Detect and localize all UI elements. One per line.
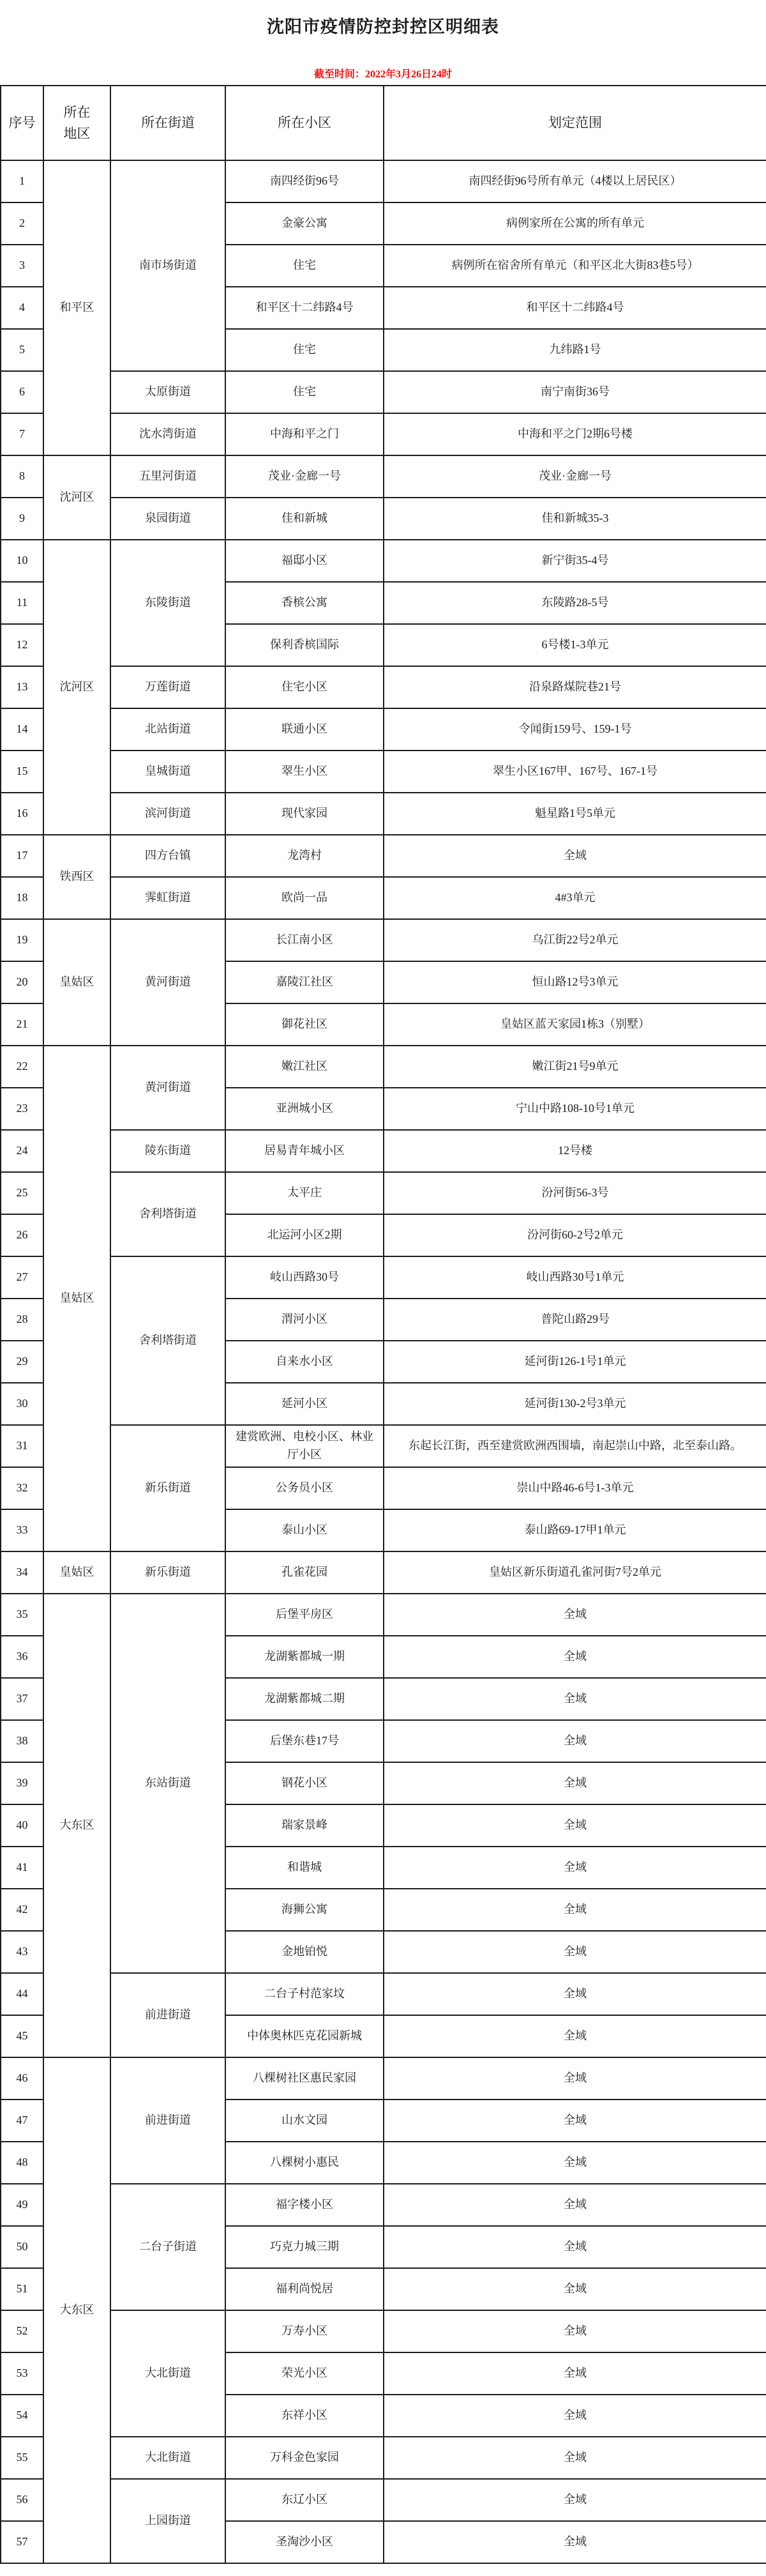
community-cell: 欧尚一品 <box>225 877 384 919</box>
community-cell: 嫩江社区 <box>225 1046 384 1088</box>
range-cell: 全域 <box>384 1762 766 1804</box>
community-cell: 后堡平房区 <box>225 1594 384 1636</box>
community-cell: 荣光小区 <box>225 2352 384 2395</box>
street-cell: 黄河街道 <box>110 919 225 1046</box>
district-cell: 皇姑区 <box>43 1551 110 1594</box>
range-cell: 全域 <box>384 2184 766 2226</box>
community-cell: 联通小区 <box>225 708 384 751</box>
seq-cell: 8 <box>1 455 43 498</box>
range-cell: 南宁南街36号 <box>384 371 766 413</box>
table-row <box>1 1046 766 1088</box>
seq-cell: 5 <box>1 329 43 371</box>
community-cell: 住宅 <box>225 329 384 371</box>
street-cell: 东陵街道 <box>110 540 225 666</box>
range-cell: 嫩江街21号9单元 <box>384 1046 766 1088</box>
seq-cell: 42 <box>1 1889 43 1931</box>
seq-cell: 12 <box>1 624 43 666</box>
street-cell: 泉园街道 <box>110 498 225 540</box>
range-cell: 汾河街56-3号 <box>384 1172 766 1214</box>
community-cell: 中体奥林匹克花园新城 <box>225 2015 384 2057</box>
table-row <box>1 413 766 455</box>
seq-cell: 49 <box>1 2184 43 2226</box>
range-cell: 翠生小区167甲、167号、167-1号 <box>384 751 766 793</box>
seq-cell: 14 <box>1 708 43 751</box>
range-cell: 岐山西路30号1单元 <box>384 1256 766 1299</box>
range-cell: 全域 <box>384 1720 766 1762</box>
seq-cell: 27 <box>1 1256 43 1299</box>
range-cell: 泰山路69-17甲1单元 <box>384 1509 766 1551</box>
range-cell: 全域 <box>384 2268 766 2310</box>
header-row <box>1 86 766 160</box>
seq-cell: 44 <box>1 1973 43 2015</box>
seq-cell: 7 <box>1 413 43 455</box>
street-cell: 南市场街道 <box>110 160 225 371</box>
range-cell: 茂业·金廊一号 <box>384 455 766 498</box>
community-cell: 北运河小区2期 <box>225 1214 384 1256</box>
range-cell: 全域 <box>384 2310 766 2352</box>
community-cell: 太平庄 <box>225 1172 384 1214</box>
range-cell: 6号楼1-3单元 <box>384 624 766 666</box>
table-row <box>1 371 766 413</box>
community-cell: 龙湖紫都城一期 <box>225 1636 384 1678</box>
range-cell: 魁星路1号5单元 <box>384 793 766 835</box>
table-row <box>1 751 766 793</box>
seq-cell: 28 <box>1 1299 43 1341</box>
table-row <box>1 2437 766 2479</box>
header-seq: 序号 <box>1 86 43 160</box>
range-cell: 全域 <box>384 2479 766 2521</box>
seq-cell: 9 <box>1 498 43 540</box>
range-cell: 病例家所在公寓的所有单元 <box>384 202 766 245</box>
seq-cell: 35 <box>1 1594 43 1636</box>
range-cell: 全域 <box>384 1973 766 2015</box>
district-cell: 沈河区 <box>43 540 110 835</box>
street-cell: 五里河街道 <box>110 455 225 498</box>
range-cell: 全域 <box>384 1636 766 1678</box>
seq-cell: 15 <box>1 751 43 793</box>
table-row <box>1 708 766 751</box>
range-cell: 中海和平之门2期6号楼 <box>384 413 766 455</box>
seq-cell: 17 <box>1 835 43 877</box>
community-cell: 嘉陵江社区 <box>225 961 384 1003</box>
control-zones-table <box>0 85 766 2564</box>
range-cell: 令闻街159号、159-1号 <box>384 708 766 751</box>
seq-cell: 36 <box>1 1636 43 1678</box>
street-cell: 黄河街道 <box>110 1046 225 1130</box>
range-cell: 12号楼 <box>384 1130 766 1172</box>
seq-cell: 32 <box>1 1467 43 1509</box>
table-row <box>1 1973 766 2015</box>
community-cell: 万科金色家园 <box>225 2437 384 2479</box>
street-cell: 四方台镇 <box>110 835 225 877</box>
table-row <box>1 498 766 540</box>
seq-cell: 34 <box>1 1551 43 1594</box>
table-row <box>1 160 766 202</box>
seq-cell: 1 <box>1 160 43 202</box>
district-cell: 大东区 <box>43 1594 110 2057</box>
community-cell: 海狮公寓 <box>225 1889 384 1931</box>
seq-cell: 6 <box>1 371 43 413</box>
range-cell: 全域 <box>384 2437 766 2479</box>
community-cell: 香槟公寓 <box>225 582 384 624</box>
street-cell: 大北街道 <box>110 2437 225 2479</box>
community-cell: 渭河小区 <box>225 1299 384 1341</box>
seq-cell: 29 <box>1 1341 43 1383</box>
range-cell: 全域 <box>384 2015 766 2057</box>
seq-cell: 43 <box>1 1931 43 1973</box>
table-row <box>1 2479 766 2521</box>
district-cell: 和平区 <box>43 160 110 455</box>
seq-cell: 47 <box>1 2100 43 2142</box>
range-cell: 4#3单元 <box>384 877 766 919</box>
district-cell: 大东区 <box>43 2057 110 2563</box>
seq-cell: 39 <box>1 1762 43 1804</box>
page-subtitle: 截至时间：2022年3月26日24时 <box>313 69 452 80</box>
range-cell: 南四经街96号所有单元（4楼以上居民区） <box>384 160 766 202</box>
community-cell: 亚洲城小区 <box>225 1088 384 1130</box>
street-cell: 皇城街道 <box>110 751 225 793</box>
street-cell: 万莲街道 <box>110 666 225 708</box>
seq-cell: 18 <box>1 877 43 919</box>
district-cell: 铁西区 <box>43 835 110 919</box>
table-row <box>1 2057 766 2100</box>
community-cell: 保利香槟国际 <box>225 624 384 666</box>
street-cell: 新乐街道 <box>110 1425 225 1551</box>
header-range: 划定范围 <box>384 86 766 160</box>
range-cell: 皇姑区新乐街道孔雀河街7号2单元 <box>384 1551 766 1594</box>
seq-cell: 31 <box>1 1425 43 1467</box>
community-cell: 建赏欧洲、电校小区、林业厅小区 <box>225 1425 384 1467</box>
range-cell: 崇山中路46-6号1-3单元 <box>384 1467 766 1509</box>
table-row <box>1 877 766 919</box>
table-row <box>1 666 766 708</box>
community-cell: 万寿小区 <box>225 2310 384 2352</box>
table-row <box>1 1551 766 1594</box>
community-cell: 金地铂悦 <box>225 1931 384 1973</box>
seq-cell: 33 <box>1 1509 43 1551</box>
street-cell: 新乐街道 <box>110 1551 225 1594</box>
seq-cell: 57 <box>1 2521 43 2563</box>
seq-cell: 51 <box>1 2268 43 2310</box>
community-cell: 钢花小区 <box>225 1762 384 1804</box>
table-row <box>1 455 766 498</box>
community-cell: 岐山西路30号 <box>225 1256 384 1299</box>
community-cell: 翠生小区 <box>225 751 384 793</box>
range-cell: 乌江街22号2单元 <box>384 919 766 961</box>
community-cell: 和平区十二纬路4号 <box>225 287 384 329</box>
street-cell: 陵东街道 <box>110 1130 225 1172</box>
header-district: 所在地区 <box>43 86 110 160</box>
seq-cell: 46 <box>1 2057 43 2100</box>
seq-cell: 55 <box>1 2437 43 2479</box>
community-cell: 福字楼小区 <box>225 2184 384 2226</box>
range-cell: 全域 <box>384 1847 766 1889</box>
seq-cell: 2 <box>1 202 43 245</box>
street-cell: 前进街道 <box>110 2057 225 2184</box>
community-cell: 长江南小区 <box>225 919 384 961</box>
community-cell: 二台子村范家坟 <box>225 1973 384 2015</box>
table-row <box>1 2184 766 2226</box>
street-cell: 沈水湾街道 <box>110 413 225 455</box>
range-cell: 全域 <box>384 835 766 877</box>
community-cell: 孔雀花园 <box>225 1551 384 1594</box>
range-cell: 全域 <box>384 2226 766 2268</box>
seq-cell: 16 <box>1 793 43 835</box>
street-cell: 东站街道 <box>110 1594 225 1973</box>
range-cell: 九纬路1号 <box>384 329 766 371</box>
range-cell: 全域 <box>384 2521 766 2563</box>
street-cell: 霁虹街道 <box>110 877 225 919</box>
table-row <box>1 793 766 835</box>
seq-cell: 25 <box>1 1172 43 1214</box>
community-cell: 和谐城 <box>225 1847 384 1889</box>
table-row <box>1 1425 766 1467</box>
range-cell: 全域 <box>384 2352 766 2395</box>
range-cell: 皇姑区蓝天家园1栋3（别墅） <box>384 1003 766 1046</box>
community-cell: 住宅 <box>225 245 384 287</box>
table-row <box>1 1256 766 1299</box>
seq-cell: 40 <box>1 1804 43 1847</box>
community-cell: 八棵树社区惠民家园 <box>225 2057 384 2100</box>
range-cell: 全域 <box>384 1804 766 1847</box>
seq-cell: 26 <box>1 1214 43 1256</box>
table-row <box>1 1172 766 1214</box>
community-cell: 山水文园 <box>225 2100 384 2142</box>
community-cell: 中海和平之门 <box>225 413 384 455</box>
street-cell: 滨河街道 <box>110 793 225 835</box>
seq-cell: 4 <box>1 287 43 329</box>
table-row <box>1 2310 766 2352</box>
range-cell: 全域 <box>384 1931 766 1973</box>
table-row <box>1 1594 766 1636</box>
street-cell: 舍利塔街道 <box>110 1256 225 1425</box>
table-row <box>1 919 766 961</box>
community-cell: 延河小区 <box>225 1383 384 1425</box>
table-row <box>1 835 766 877</box>
district-cell: 沈河区 <box>43 455 110 540</box>
range-cell: 东起长江街，西至建赏欧洲西围墙，南起崇山中路，北至泰山路。 <box>384 1425 766 1467</box>
seq-cell: 41 <box>1 1847 43 1889</box>
street-cell: 太原街道 <box>110 371 225 413</box>
seq-cell: 21 <box>1 1003 43 1046</box>
range-cell: 沿泉路煤院巷21号 <box>384 666 766 708</box>
range-cell: 宁山中路108-10号1单元 <box>384 1088 766 1130</box>
community-cell: 南四经街96号 <box>225 160 384 202</box>
range-cell: 延河街126-1号1单元 <box>384 1341 766 1383</box>
range-cell: 全域 <box>384 1594 766 1636</box>
street-cell: 舍利塔街道 <box>110 1172 225 1256</box>
street-cell: 前进街道 <box>110 1973 225 2057</box>
seq-cell: 38 <box>1 1720 43 1762</box>
range-cell: 普陀山路29号 <box>384 1299 766 1341</box>
seq-cell: 3 <box>1 245 43 287</box>
table-row <box>1 1130 766 1172</box>
seq-cell: 53 <box>1 2352 43 2395</box>
district-cell: 皇姑区 <box>43 1046 110 1551</box>
range-cell: 和平区十二纬路4号 <box>384 287 766 329</box>
community-cell: 住宅小区 <box>225 666 384 708</box>
community-cell: 圣淘沙小区 <box>225 2521 384 2563</box>
community-cell: 东祥小区 <box>225 2395 384 2437</box>
range-cell: 全域 <box>384 2142 766 2184</box>
seq-cell: 10 <box>1 540 43 582</box>
range-cell: 全域 <box>384 1889 766 1931</box>
community-cell: 龙湖紫都城二期 <box>225 1678 384 1720</box>
district-cell: 皇姑区 <box>43 919 110 1046</box>
range-cell: 病例所在宿舍所有单元（和平区北大街83巷5号） <box>384 245 766 287</box>
table-body <box>1 160 766 2563</box>
seq-cell: 50 <box>1 2226 43 2268</box>
page <box>0 8 766 2564</box>
table-row <box>1 540 766 582</box>
range-cell: 延河街130-2号3单元 <box>384 1383 766 1425</box>
community-cell: 公务员小区 <box>225 1467 384 1509</box>
seq-cell: 11 <box>1 582 43 624</box>
street-cell: 大北街道 <box>110 2310 225 2437</box>
community-cell: 住宅 <box>225 371 384 413</box>
header-street: 所在街道 <box>110 86 225 160</box>
community-cell: 后堡东巷17号 <box>225 1720 384 1762</box>
range-cell: 全域 <box>384 1678 766 1720</box>
seq-cell: 30 <box>1 1383 43 1425</box>
range-cell: 东陵路28-5号 <box>384 582 766 624</box>
seq-cell: 52 <box>1 2310 43 2352</box>
community-cell: 东辽小区 <box>225 2479 384 2521</box>
range-cell: 新宁街35-4号 <box>384 540 766 582</box>
seq-cell: 56 <box>1 2479 43 2521</box>
range-cell: 佳和新城35-3 <box>384 498 766 540</box>
community-cell: 巧克力城三期 <box>225 2226 384 2268</box>
community-cell: 佳和新城 <box>225 498 384 540</box>
seq-cell: 24 <box>1 1130 43 1172</box>
street-cell: 北站街道 <box>110 708 225 751</box>
seq-cell: 22 <box>1 1046 43 1088</box>
seq-cell: 48 <box>1 2142 43 2184</box>
community-cell: 八棵树小惠民 <box>225 2142 384 2184</box>
range-cell: 恒山路12号3单元 <box>384 961 766 1003</box>
header-community: 所在小区 <box>225 86 384 160</box>
range-cell: 全域 <box>384 2395 766 2437</box>
community-cell: 福利尚悦居 <box>225 2268 384 2310</box>
street-cell: 上园街道 <box>110 2479 225 2563</box>
range-cell: 全域 <box>384 2057 766 2100</box>
seq-cell: 19 <box>1 919 43 961</box>
community-cell: 现代家园 <box>225 793 384 835</box>
community-cell: 自来水小区 <box>225 1341 384 1383</box>
range-cell: 全域 <box>384 2100 766 2142</box>
community-cell: 福邸小区 <box>225 540 384 582</box>
community-cell: 泰山小区 <box>225 1509 384 1551</box>
page-title: 沈阳市疫情防控封控区明细表 <box>267 17 499 36</box>
seq-cell: 37 <box>1 1678 43 1720</box>
street-cell: 二台子街道 <box>110 2184 225 2310</box>
community-cell: 瑞家景峰 <box>225 1804 384 1847</box>
seq-cell: 20 <box>1 961 43 1003</box>
seq-cell: 13 <box>1 666 43 708</box>
community-cell: 茂业·金廊一号 <box>225 455 384 498</box>
community-cell: 御花社区 <box>225 1003 384 1046</box>
range-cell: 汾河街60-2号2单元 <box>384 1214 766 1256</box>
seq-cell: 23 <box>1 1088 43 1130</box>
community-cell: 金豪公寓 <box>225 202 384 245</box>
seq-cell: 54 <box>1 2395 43 2437</box>
community-cell: 龙湾村 <box>225 835 384 877</box>
seq-cell: 45 <box>1 2015 43 2057</box>
community-cell: 居易青年城小区 <box>225 1130 384 1172</box>
